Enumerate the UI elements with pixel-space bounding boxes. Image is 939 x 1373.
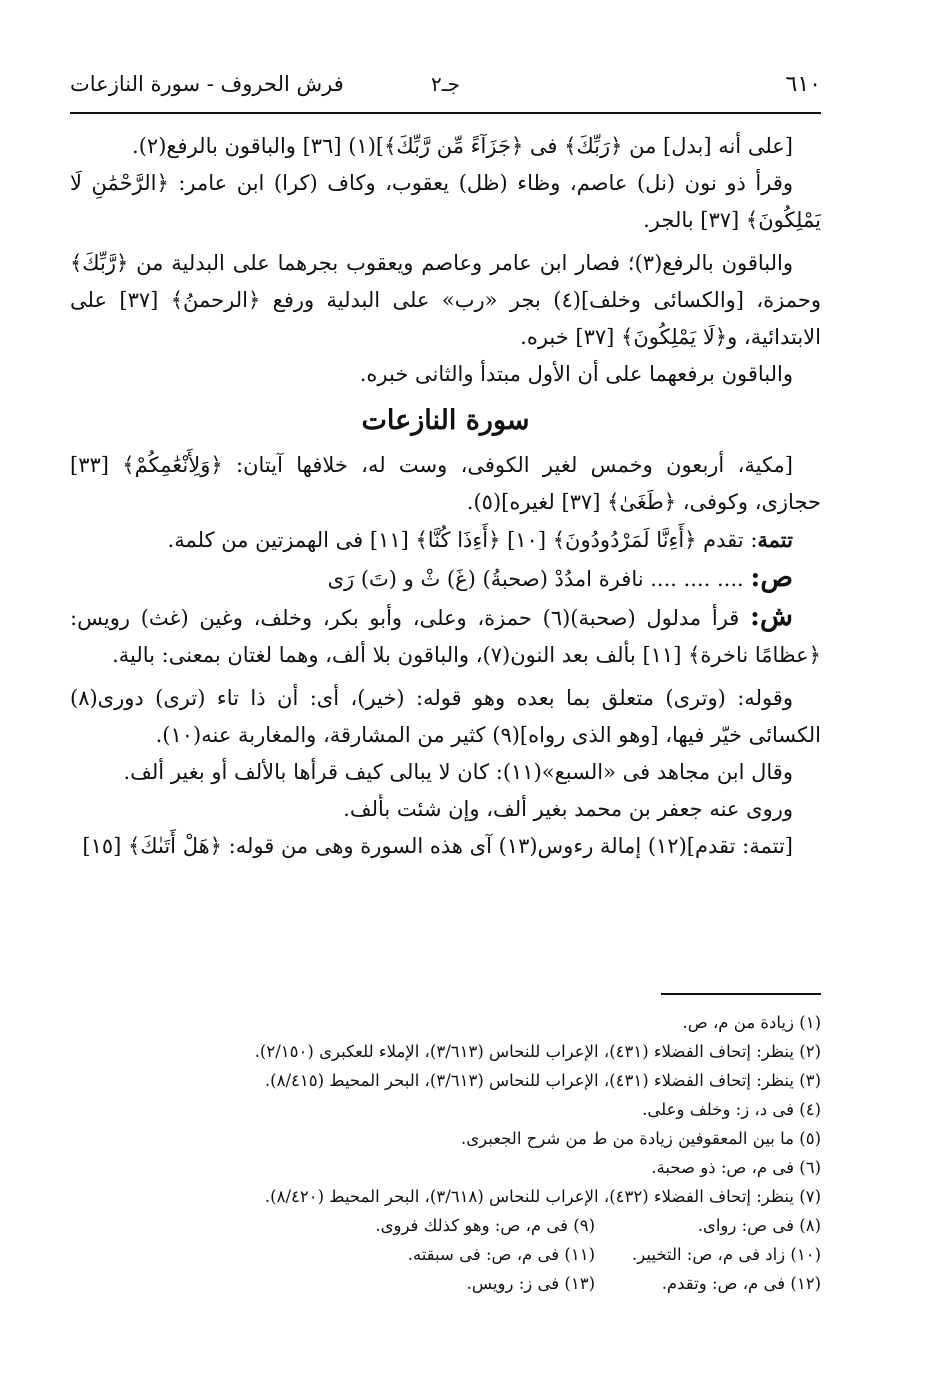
header-rule <box>70 112 821 114</box>
commentary-text: قرأ مدلول (صحبة)(٦) حمزة، وعلى، وأبو بكر، وخلف، وغين (غث) رويس: ﴿عظامًا ناخرة﴾ [١١] بألف بعد النون(٧)، والباقون بلا ألف، وهما لغتان بمعنى: بالية. <box>70 606 821 667</box>
footnote-pair <box>70 1240 821 1269</box>
footnote: (٣) ينظر: إتحاف الفضلاء (٤٣١)، الإعراب للنحاس (٣/٦١٣)، البحر المحيط (٨/٤١٥). <box>264 1071 821 1090</box>
shin-label: ش: <box>750 601 793 632</box>
footnotes <box>70 1008 821 1298</box>
commentary <box>70 598 821 674</box>
tatimma-text: : تقدم ﴿أَءِنَّا لَمَرْدُودُونَ﴾ [١٠] ﴿أَءِذَا كُنَّا﴾ [١١] فى الهمزتين من كلمة. <box>167 528 758 552</box>
surah-intro: [مكية، أربعون وخمس لغير الكوفى، وست له، خلافها آيتان: ﴿وَلِأَنْعَٰمِكُمْ﴾ [٣٣] حجازى، وكوفى، ﴿طَغَىٰ﴾ [٣٧] لغيره](٥). <box>70 453 821 514</box>
footnote: (٢) ينظر: إتحاف الفضلاء (٤٣١)، الإعراب للنحاس (٣/٦١٣)، الإملاء للعكبرى (٢/١٥٠). <box>254 1042 821 1061</box>
footnote: (٧) ينظر: إتحاف الفضلاء (٤٣٢)، الإعراب للنحاس (٣/٦١٨)، البحر المحيط (٨/٤٢٠). <box>264 1187 821 1206</box>
paragraph: وقرأ ذو نون (نل) عاصم، وظاء (ظل) يعقوب، وكاف (كرا) ابن عامر: ﴿الرَّحْمَٰنِ لَا يَمْلِكُونَ﴾ [٣٧] بالجر. <box>70 171 821 232</box>
verse-text: .... .... .... نافرة امدُدْ (صحبةُ) (غَ) ثْ و (تَ) رَى <box>327 567 744 591</box>
footnote-pair <box>70 1211 821 1240</box>
sad-label: ص: <box>750 562 793 593</box>
chapter-title: فرش الحروف - سورة النازعات <box>70 72 344 96</box>
footnote: (١٣) فى ز: رويس. <box>466 1274 595 1293</box>
footnote-pair <box>70 1269 821 1298</box>
footnote: (٦) فى م، ص: ذو صحبة. <box>651 1158 821 1177</box>
footnote: (٤) فى د، ز: وخلف وعلى. <box>642 1100 821 1119</box>
footnote-rule <box>661 993 821 995</box>
running-header <box>70 66 821 108</box>
paragraph: وقال ابن مجاهد فى «السبع»(١١): كان لا يبالى كيف قرأها بالألف أو بغير ألف. <box>123 760 793 784</box>
paragraph: وروى عنه جعفر بن محمد بغير ألف، وإن شئت بألف. <box>343 797 793 821</box>
surah-heading: سورة النازعات <box>361 405 530 436</box>
tatimma-label: تتمة <box>757 527 793 552</box>
footnote: (٥) ما بين المعقوفين زيادة من ط من شرح الجعبرى. <box>460 1129 821 1148</box>
paragraph: [تتمة: تقدم](١٢) إمالة رءوس(١٣) آى هذه السورة وهى من قوله: ﴿هَلْ أَتَىٰكَ﴾ [١٥] <box>82 834 793 858</box>
verse-line <box>70 559 821 598</box>
main-text <box>70 128 821 865</box>
paragraph: والباقون برفعهما على أن الأول مبتدأ والثانى خبره. <box>359 362 793 386</box>
footnote: (٨) فى ص: رواى. <box>697 1216 821 1235</box>
page-number: ٦١٠ <box>785 72 821 97</box>
footnote: (١٢) فى م، ص: وتقدم. <box>661 1274 821 1293</box>
footnote: (١١) فى م، ص: فى سبقته. <box>407 1245 595 1264</box>
footnote: (١٠) زاد فى م، ص: التخيير. <box>632 1245 821 1264</box>
paragraph: [على أنه [بدل] من ﴿رَبِّكَ﴾ فى ﴿جَزَآءً مِّن رَّبِّكَ﴾](١) [٣٦] والباقون بالرفع(٢). <box>132 134 793 158</box>
paragraph: وقوله: (وترى) متعلق بما بعده وهو قوله: (خير)، أى: أن ذا تاء (ترى) دورى(٨) الكسائى خيّر فيها، [وهو الذى رواه](٩) كثير من المشارقة، والمغاربة عنه(١٠). <box>70 686 821 747</box>
footnote: (٩) فى م، ص: وهو كذلك فروى. <box>375 1216 595 1235</box>
footnote: (١) زيادة من م، ص. <box>682 1013 821 1032</box>
paragraph: والباقون بالرفع(٣)؛ فصار ابن عامر وعاصم ويعقوب بجرهما على البدلية من ﴿رَّبِّكَ﴾ وحمزة، [والكسائى وخلف](٤) بجر «رب» على البدلية ورفع ﴿الرحمنُ﴾ [٣٧] على الابتدائية، و﴿لَا يَمْلِكُونَ﴾ [٣٧] خبره. <box>70 251 822 349</box>
tatimma-note <box>70 521 821 559</box>
volume-label: جـ٢ <box>431 72 460 96</box>
